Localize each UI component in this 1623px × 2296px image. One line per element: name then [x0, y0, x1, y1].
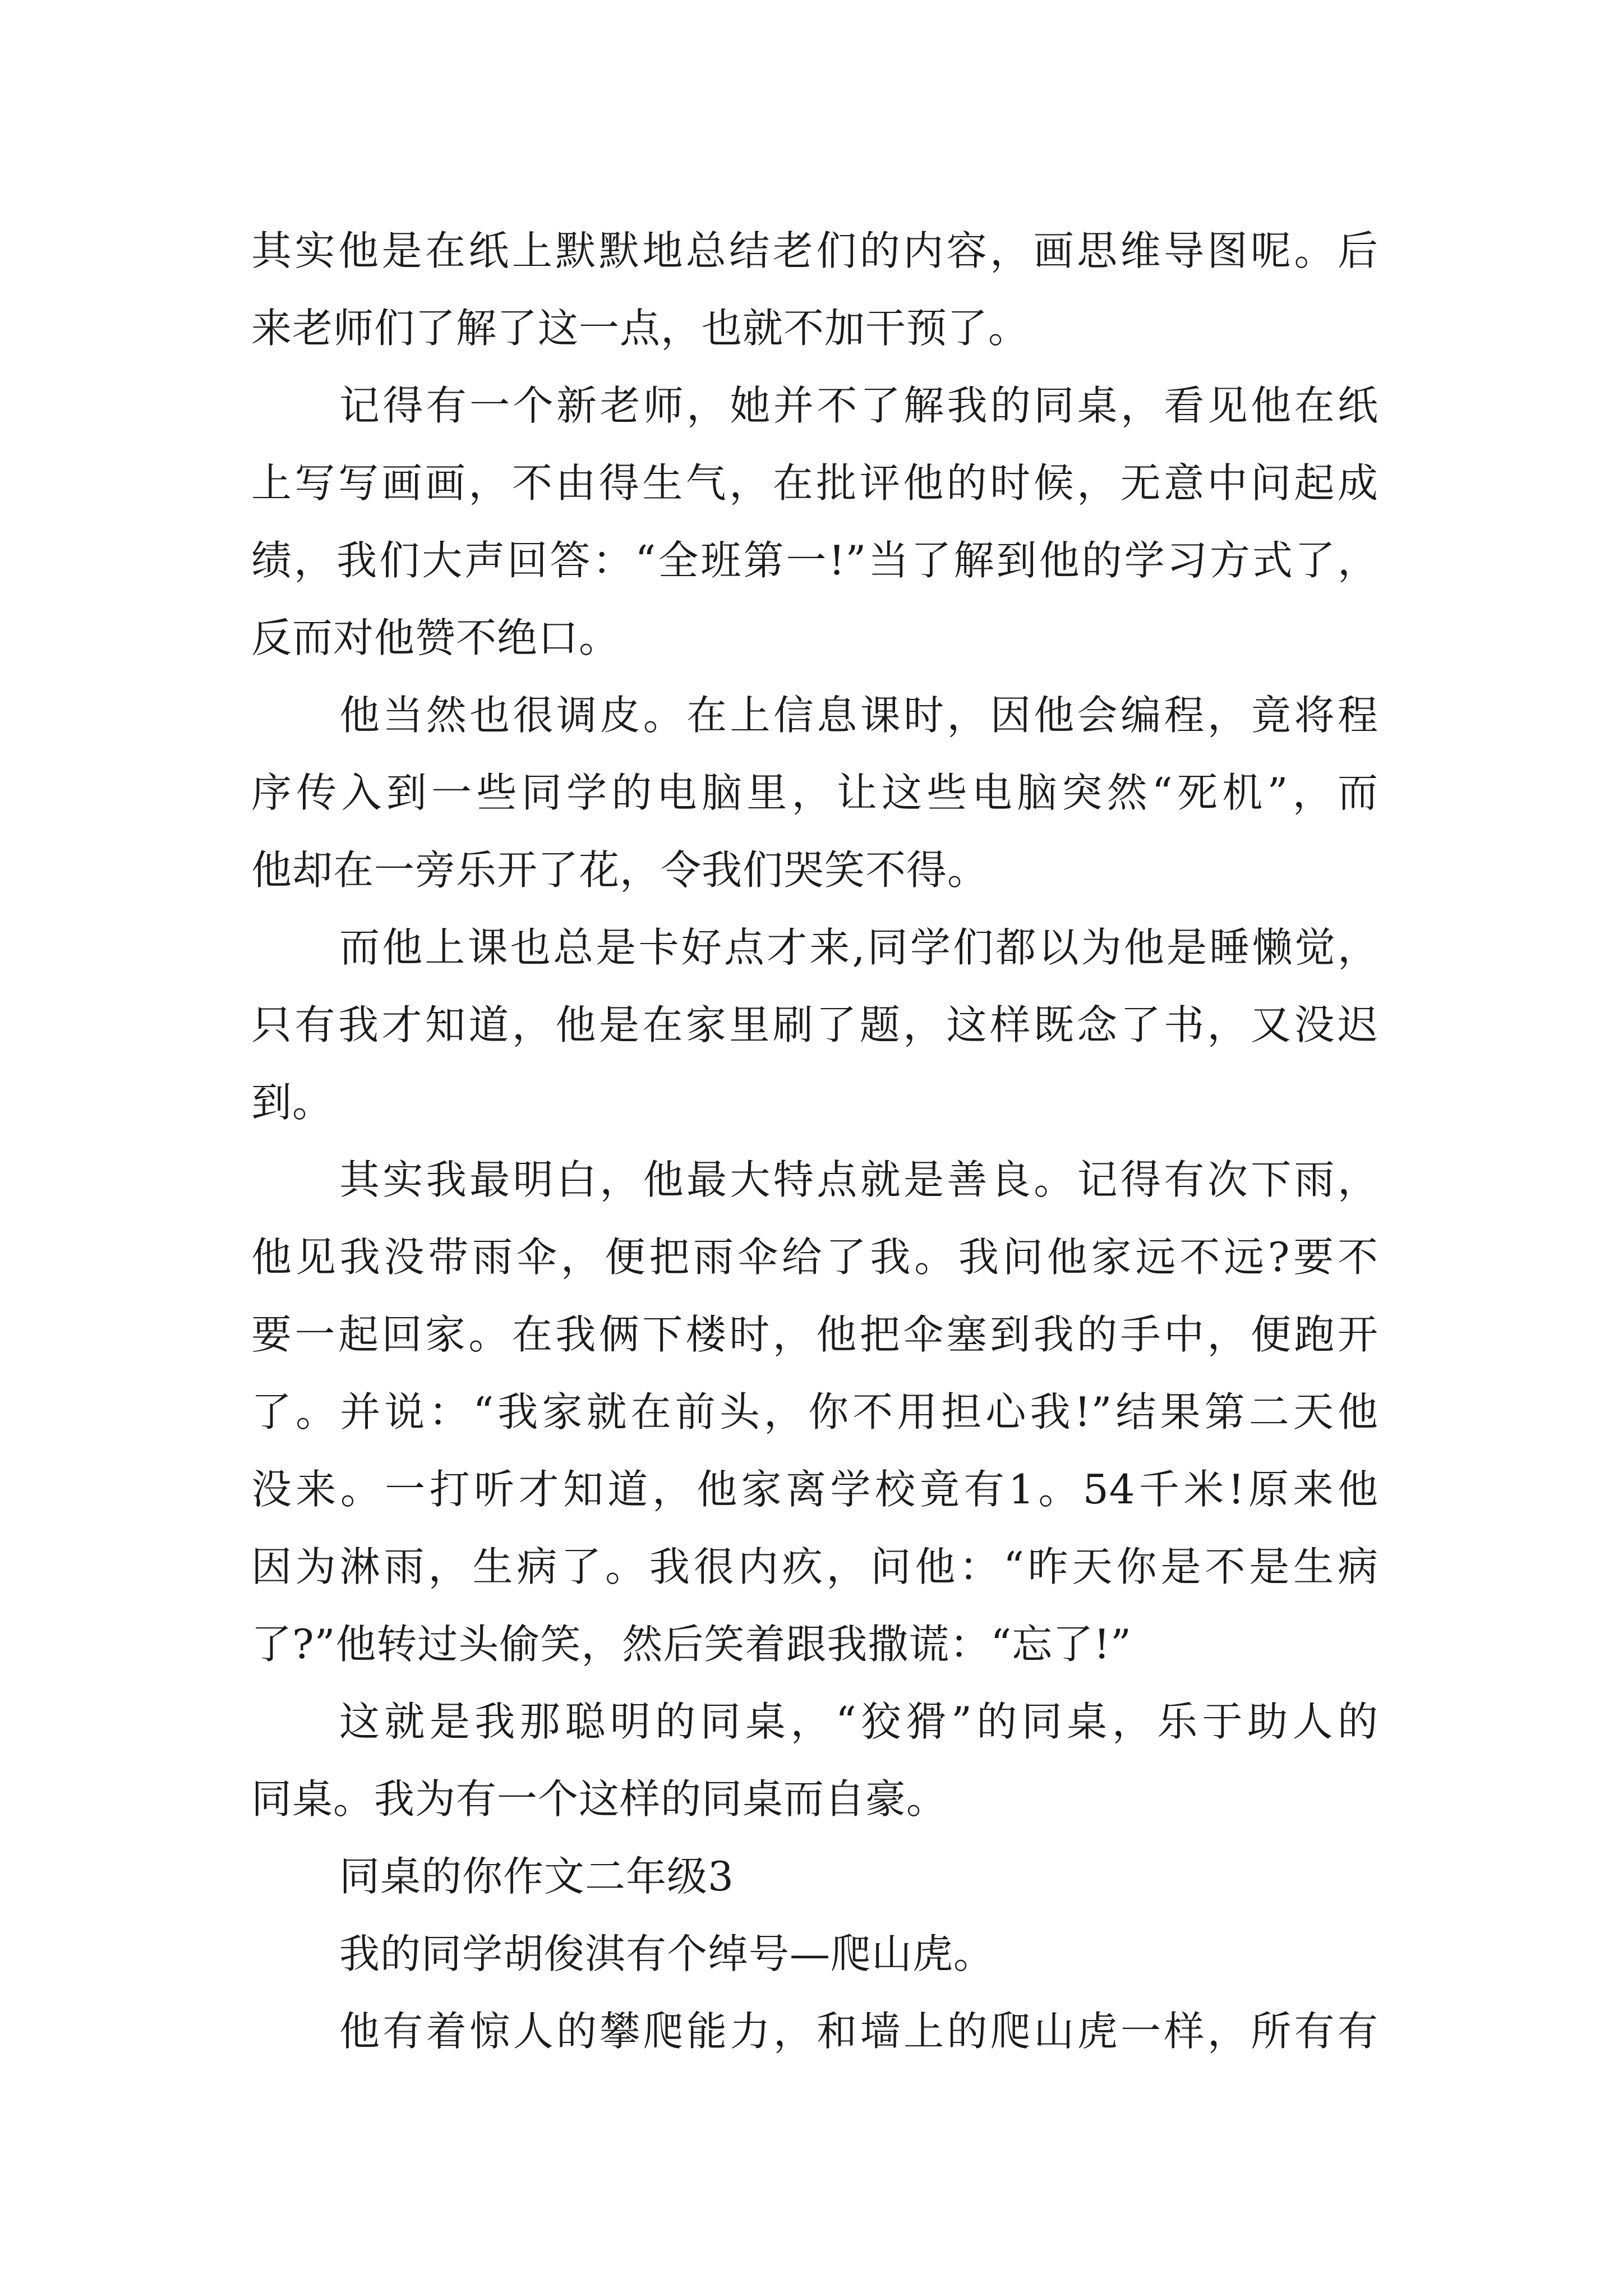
text-line: 绩，我们大声回答：“全班第一!”当了解到他的学习方式了， [251, 537, 1378, 584]
text-line: 他却在一旁乐开了花，令我们哭笑不得。 [251, 846, 989, 894]
text-line: 其实我最明白，他最大特点就是善良。记得有次下雨， [339, 1156, 1378, 1203]
text-line: 到。 [251, 1079, 334, 1126]
text-line: 这就是我那聪明的同桌，“狡猾”的同桌，乐于助人的 [339, 1698, 1378, 1745]
text-line: 记得有一个新老师，她并不了解我的同桌，看见他在纸 [339, 382, 1378, 429]
section-heading: 同桌的你作文二年级3 [339, 1853, 734, 1900]
text-line: 同桌。我为有一个这样的同桌而自豪。 [251, 1775, 948, 1823]
text-line: 他见我没带雨伞，便把雨伞给了我。我问他家远不远?要不 [251, 1234, 1378, 1281]
text-line: 我的同学胡俊淇有个绰号—爬山虎。 [339, 1930, 995, 1977]
text-line: 来老师们了解了这一点，也就不加干预了。 [251, 305, 1030, 352]
text-line: 了?”他转过头偷笑，然后笑着跟我撒谎：“忘了!” [251, 1621, 1132, 1668]
text-line: 他当然也很调皮。在上信息课时，因他会编程，竟将程 [339, 692, 1378, 739]
text-line: 要一起回家。在我俩下楼时，他把伞塞到我的手中，便跑开 [251, 1311, 1378, 1358]
text-line: 因为淋雨，生病了。我很内疚，问他：“昨天你是不是生病 [251, 1543, 1378, 1590]
text-line: 其实他是在纸上默默地总结老们的内容，画思维导图呢。后 [251, 227, 1378, 274]
text-line: 而他上课也总是卡好点才来,同学们都以为他是睡懒觉， [339, 924, 1378, 971]
text-line: 了。并说：“我家就在前头，你不用担心我!”结果第二天他 [251, 1388, 1378, 1435]
text-line: 序传入到一些同学的电脑里，让这些电脑突然“死机”，而 [251, 769, 1378, 816]
text-line: 只有我才知道，他是在家里刷了题，这样既念了书，又没迟 [251, 1001, 1378, 1048]
text-line: 反而对他赞不绝口。 [251, 614, 620, 661]
text-line: 没来。一打听才知道，他家离学校竟有1。54千米!原来他 [251, 1466, 1378, 1513]
text-line: 上写写画画，不由得生气，在批评他的时候，无意中问起成 [251, 459, 1378, 507]
text-line: 他有着惊人的攀爬能力，和墙上的爬山虎一样，所有有 [339, 2008, 1378, 2055]
